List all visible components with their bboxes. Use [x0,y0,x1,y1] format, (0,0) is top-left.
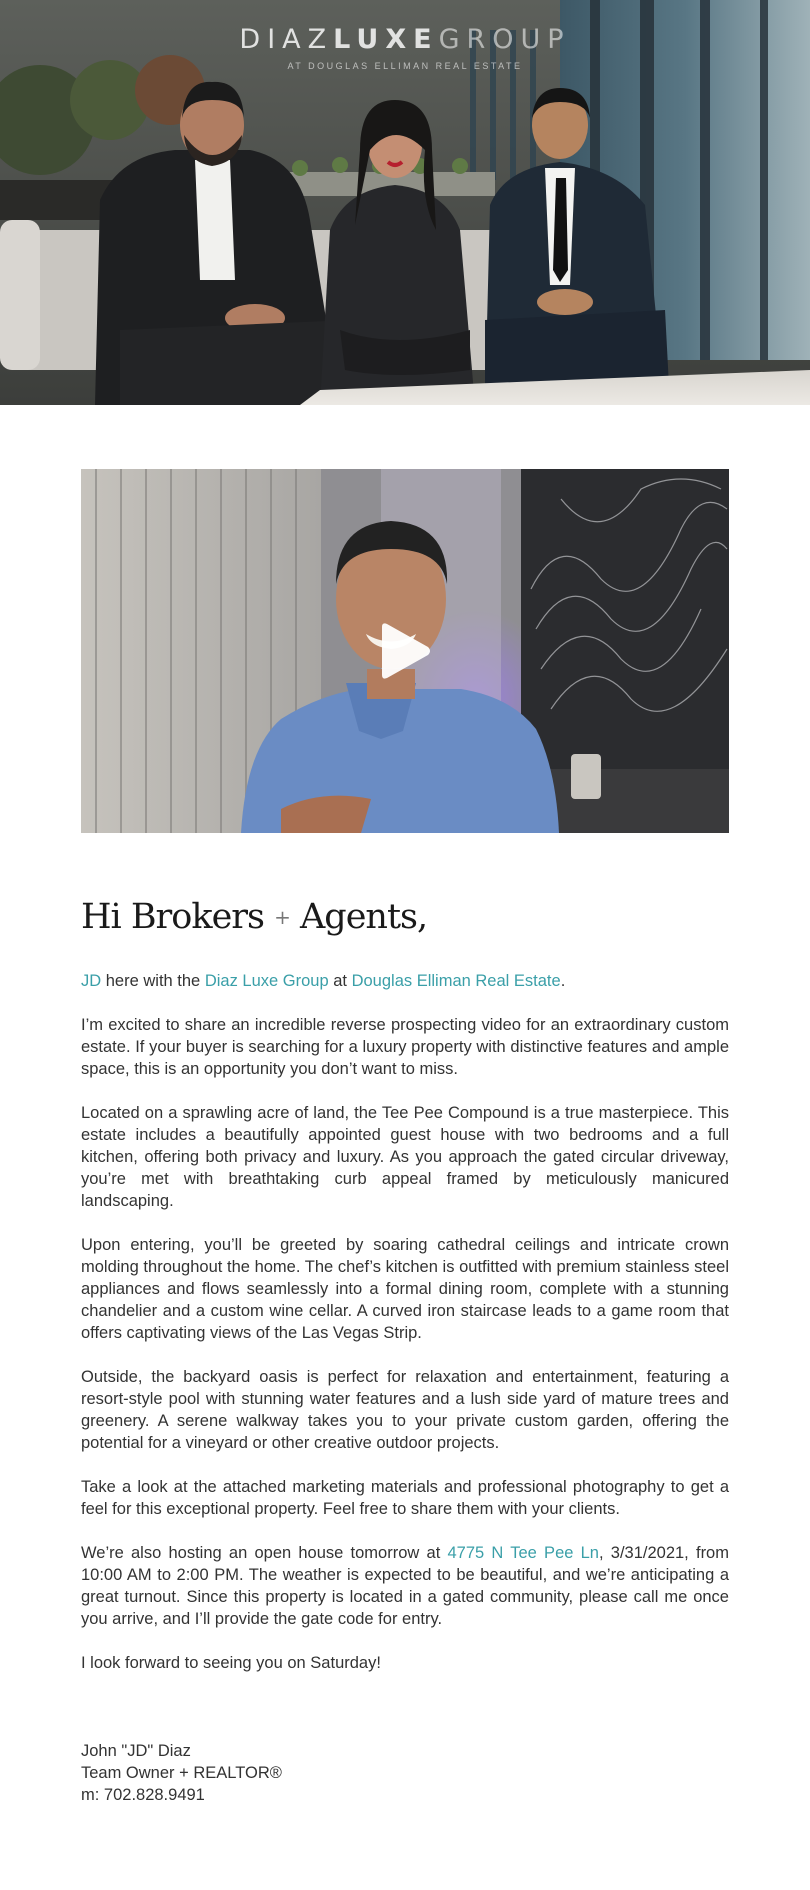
open-house-text-1: We’re also hosting an open house tomorrow at [81,1544,448,1562]
brand-logo [0,24,810,55]
greeting-heading [81,890,729,944]
greeting-text-2: Agents, [300,897,428,937]
paragraph-reverse-prospecting: I’m excited to share an incredible reverse prospecting video for an extraordinary custom estate. If your buyer is searching for a luxury property with distinctive features and ample space, this is an opportunity you don’t want to miss. [81,1016,729,1078]
intro-text-1: here with the [101,972,205,990]
closing-line: I look forward to seeing you on Saturday! [81,1654,381,1672]
brand-logo-subtitle: AT DOUGLAS ELLIMAN REAL ESTATE [287,61,523,71]
paragraph-property-overview: Located on a sprawling acre of land, the Tee Pee Compound is a true masterpiece. This estate includes a beautifully appointed guest house with two bedrooms and a full kitchen, offering both privacy and luxury. As you approach the gated circular driveway, you’re met with breathtaking curb appeal framed by meticulously manicured landscaping. [81,1104,729,1210]
property-address-link[interactable]: 4775 N Tee Pee Ln [447,1544,599,1562]
jd-link[interactable]: JD [81,972,102,990]
greeting-text-1: Hi Brokers [81,897,264,937]
play-icon[interactable] [378,621,432,681]
paragraph-interior-features: Upon entering, you’ll be greeted by soaring cathedral ceilings and intricate crown molding throughout the home. The chef’s kitchen is outfitted with premium stainless steel appliances and flows seamlessly into a formal dining room, complete with a stunning chandelier and a custom wine cellar. A curved iron staircase leads to a game room that offers captivating views of the Las Vegas Strip. [81,1236,729,1342]
signature-phone[interactable]: m: 702.828.9491 [81,1786,205,1804]
greeting-plus: + [274,905,290,929]
intro-paragraph [81,970,729,992]
intro-text-3: . [560,972,566,990]
email-body [81,890,729,1696]
signature-title: Team Owner + REALTOR® [81,1764,282,1782]
paragraph-marketing-materials: Take a look at the attached marketing materials and professional photography to get a feel for this exceptional property. Feel free to share them with your clients. [81,1478,729,1518]
hero-banner-photo [0,0,810,405]
open-house-paragraph [81,1542,729,1630]
diaz-luxe-group-link[interactable]: Diaz Luxe Group [204,972,329,990]
paragraph-backyard: Outside, the backyard oasis is perfect for relaxation and entertainment, featuring a resort-style pool with stunning water features and a lush side yard of mature trees and greenery. A serene walkway takes you to your private custom garden, offering the potential for a vineyard or other creative outdoor projects. [81,1368,729,1452]
open-house-text-2: , 3/31/2021, from 10:00 AM to 2:00 PM. The weather is expected to be beautiful, and we’re anticipating a great turnout. Since this property is located in a gated community, please call me once you arrive, and I’ll provide the gate code for entry. [81,1544,729,1628]
intro-text-2: at [328,972,352,990]
signature-name: John "JD" Diaz [81,1742,191,1760]
logo-part-luxe: LUXE [333,24,439,55]
logo-part-group: GROUP [438,24,571,55]
signature-block [81,1740,282,1806]
logo-part-diaz: DIAZ [239,24,334,55]
douglas-elliman-link[interactable]: Douglas Elliman Real Estate [351,972,561,990]
